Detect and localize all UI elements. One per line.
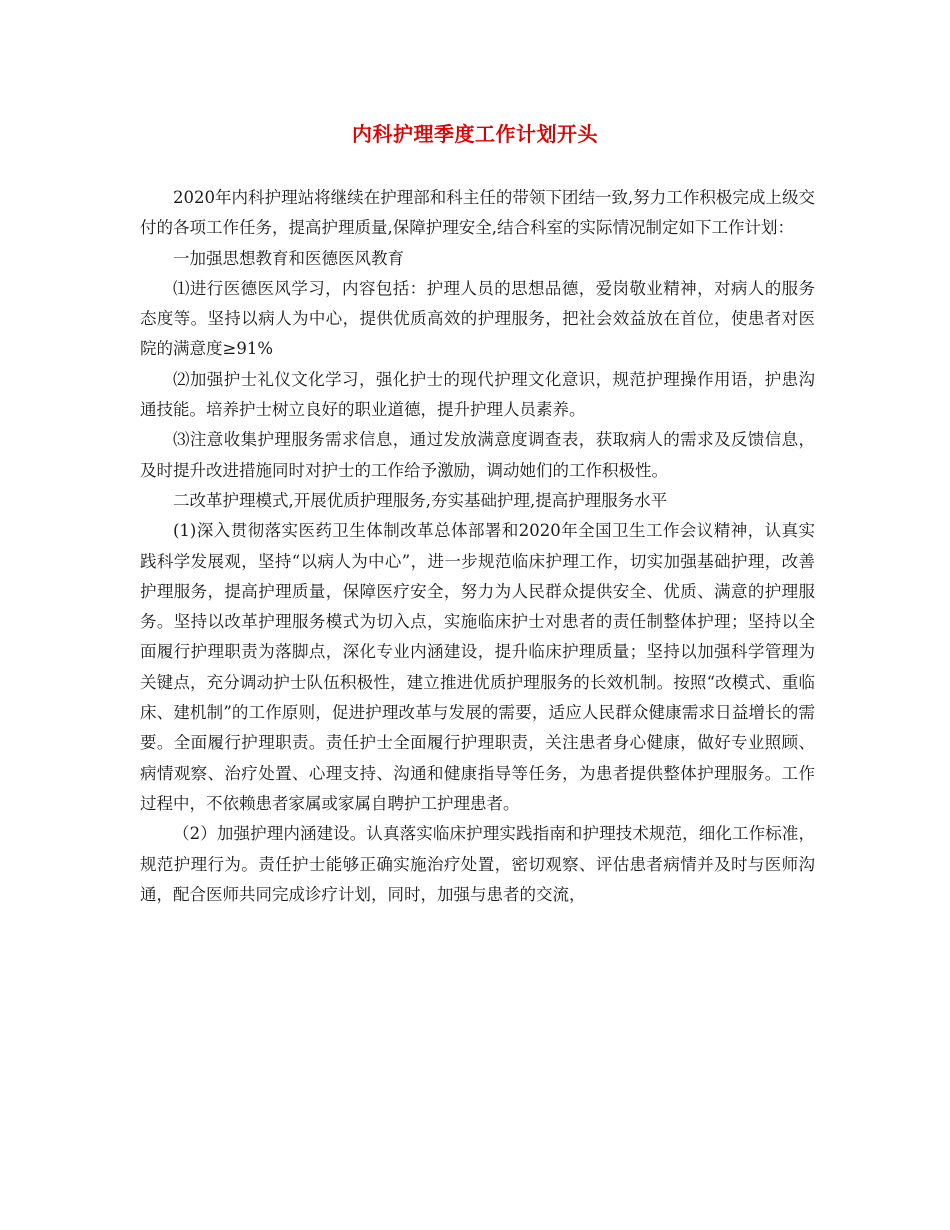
intro-paragraph: 2020年内科护理站将继续在护理部和科主任的带领下团结一致,努力工作积极完成上级交付的各项工作任务，提高护理质量,保障护理安全,结合科室的实际情况制定如下工作计划： [140, 188, 815, 238]
item-paragraph-1-2: ⑵加强护士礼仪文化学习，强化护士的现代护理文化意识，规范护理操作用语，护患沟通技能。培养护士树立良好的职业道德，提升护理人员素养。 [140, 369, 815, 420]
item-paragraph-2-2: （2）加强护理内涵建设。认真落实临床护理实践指南和护理技术规范，细化工作标准，规范护理行为。责任护士能够正确实施治疗处置，密切观察、评估患者病情并及时与医师沟通，配合医师共同完成诊疗计划，同时，加强与患者的交流， [140, 824, 815, 904]
item-paragraph-1-3: ⑶注意收集护理服务需求信息，通过发放满意度调查表，获取病人的需求及反馈信息，及时提升改进措施同时对护士的工作给予激励，调动她们的工作积极性。 [140, 430, 815, 480]
document-title: 内科护理季度工作计划开头 [352, 122, 598, 146]
item-paragraph-2-1: (1)深入贯彻落实医药卫生体制改革总体部署和2020年全国卫生工作会议精神，认真实践科学发展观，坚持“以病人为中心”，进一步规范临床护理工作，切实加强基础护理，改善护理服务，提高护理质量，保障医疗安全，努力为人民群众提供安全、优质、满意的护理服务。坚持以改革护理服务模式为切入点，实施临床护士对患者的责任制整体护理；坚持以全面履行护理职责为落脚点，深化专业内涵建设，提升临床护理质量；坚持以加强科学管理为关键点，充分调动护士队伍积极性，建立推进优质护理服务的长效机制。按照“改模式、重临床、建机制”的工作原则，促进护理改革与发展的需要，适应人民群众健康需求日益增长的需要。全面履行护理职责。责任护士全面履行护理职责，关注患者身心健康，做好专业照顾、病情观察、治疗处置、心理支持、沟通和健康指导等任务，为患者提供整体护理服务。工作过程中，不依赖患者家属或家属自聘护工护理患者。 [140, 521, 815, 813]
section-heading-2: 二改革护理模式,开展优质护理服务,夯实基础护理,提高护理服务水平 [173, 490, 668, 510]
document-body [140, 183, 815, 910]
section-heading-1: 一加强思想教育和医德医风教育 [173, 248, 404, 268]
item-paragraph-1-1: ⑴进行医德医风学习，内容包括：护理人员的思想品德，爱岗敬业精神，对病人的服务态度等。坚持以病人为中心，提供优质高效的护理服务，把社会效益放在首位，使患者对医院的满意度≥91% [140, 278, 815, 359]
